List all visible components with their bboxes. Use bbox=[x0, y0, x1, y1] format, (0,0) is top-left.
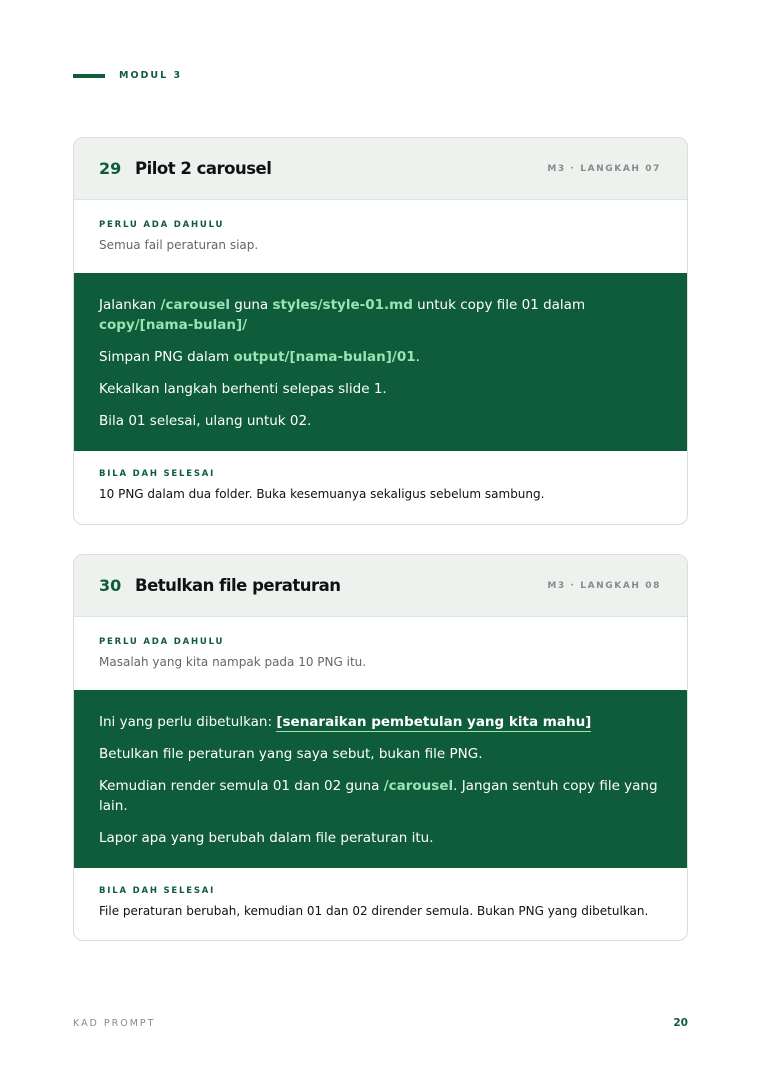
prompt-block bbox=[74, 690, 687, 868]
prompt-line bbox=[99, 295, 662, 335]
prompt-line: Bila 01 selesai, ulang untuk 02. bbox=[99, 413, 312, 429]
card-title: Pilot 2 carousel bbox=[135, 159, 272, 178]
prompt-line: Betulkan file peraturan yang saya sebut, bukan file PNG. bbox=[99, 746, 483, 762]
card-step: M3 · LANGKAH 07 bbox=[547, 163, 661, 174]
prompt-line: Lapor apa yang berubah dalam file peraturan itu. bbox=[99, 830, 434, 846]
prompt-text: Kemudian render semula 01 dan 02 guna bbox=[99, 778, 384, 794]
prompt-text: . Jangan sentuh copy file yang lain. bbox=[99, 778, 658, 814]
prompt-text: untuk copy file 01 dalam bbox=[412, 297, 586, 313]
prompt-line bbox=[99, 712, 662, 732]
completion-label: BILA DAH SELESAI bbox=[99, 886, 216, 896]
prerequisite-text: Semua fail peraturan siap. bbox=[99, 238, 259, 252]
card-title: Betulkan file peraturan bbox=[135, 576, 341, 595]
card-header bbox=[74, 138, 687, 200]
folder-path-code: output/[nama-bulan]/01 bbox=[233, 349, 416, 365]
prerequisite-section bbox=[74, 200, 687, 273]
completion-label: BILA DAH SELESAI bbox=[99, 469, 216, 479]
prompt-line bbox=[99, 347, 662, 367]
prompt-card-29 bbox=[73, 137, 688, 525]
card-number: 30 bbox=[99, 576, 122, 595]
prompt-text: . bbox=[415, 349, 420, 365]
prerequisite-text: Masalah yang kita nampak pada 10 PNG itu. bbox=[99, 655, 367, 669]
command-code: /carousel bbox=[160, 297, 230, 313]
placeholder-field: [senaraikan pembetulan yang kita mahu] bbox=[276, 714, 592, 730]
completion-section bbox=[74, 451, 687, 524]
completion-section bbox=[74, 868, 687, 940]
prompt-text: Simpan PNG dalam bbox=[99, 349, 234, 365]
module-label: MODUL 3 bbox=[119, 70, 183, 81]
card-step: M3 · LANGKAH 08 bbox=[547, 580, 661, 591]
prerequisite-label: PERLU ADA DAHULU bbox=[99, 220, 225, 230]
prompt-text: Jalankan bbox=[99, 297, 161, 313]
footer-label: KAD PROMPT bbox=[73, 1018, 156, 1029]
prompt-block bbox=[74, 273, 687, 451]
card-number: 29 bbox=[99, 159, 122, 178]
prerequisite-label: PERLU ADA DAHULU bbox=[99, 637, 225, 647]
page-number: 20 bbox=[673, 1017, 688, 1029]
module-header bbox=[73, 70, 182, 81]
card-header bbox=[74, 555, 687, 617]
prompt-line bbox=[99, 776, 662, 816]
command-code: /carousel bbox=[383, 778, 454, 794]
completion-text: File peraturan berubah, kemudian 01 dan 02 dirender semula. Bukan PNG yang dibetulkan. bbox=[99, 904, 649, 918]
completion-text: 10 PNG dalam dua folder. Buka kesemuanya sekaligus sebelum sambung. bbox=[99, 487, 545, 501]
file-path-code: styles/style-01.md bbox=[272, 297, 413, 313]
prompt-card-30 bbox=[73, 554, 688, 941]
folder-path-code: copy/[nama-bulan]/ bbox=[99, 317, 248, 333]
module-accent-bar bbox=[73, 74, 105, 78]
prompt-line: Kekalkan langkah berhenti selepas slide 1. bbox=[99, 381, 387, 397]
prerequisite-section bbox=[74, 617, 687, 690]
prompt-text: guna bbox=[229, 297, 273, 313]
prompt-text: Ini yang perlu dibetulkan: bbox=[99, 714, 277, 730]
